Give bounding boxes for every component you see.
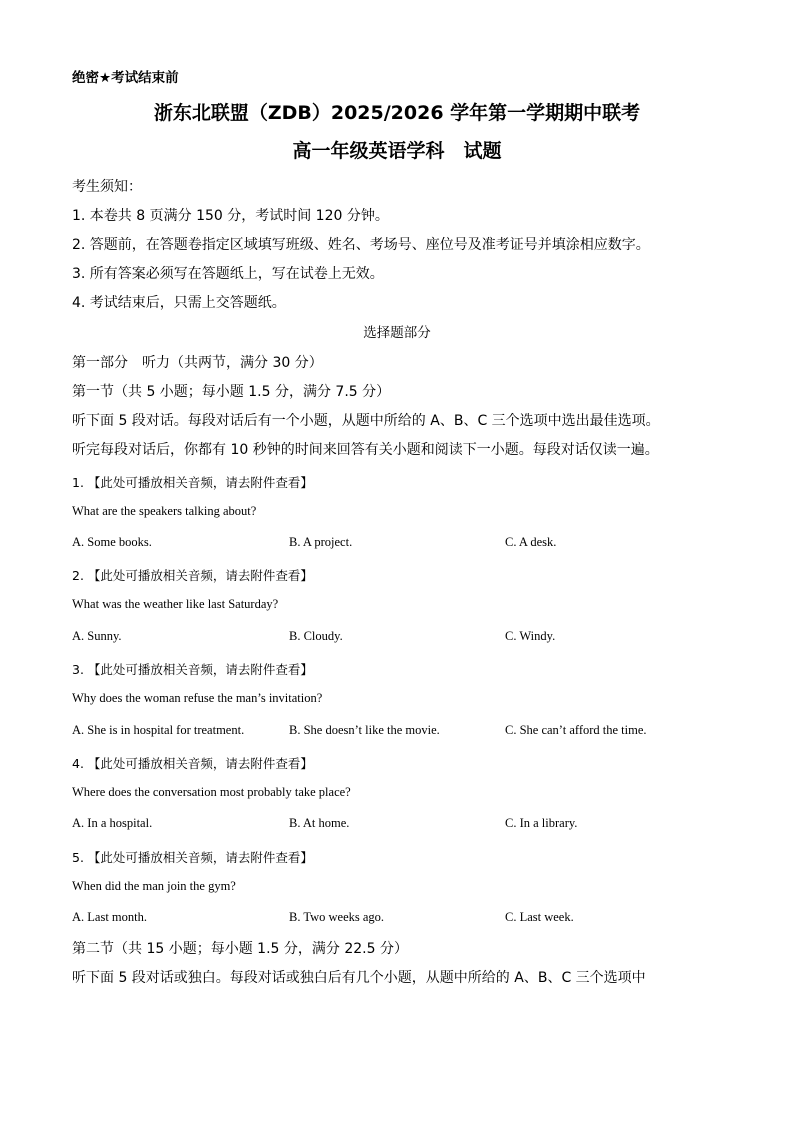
question-1-option-b: B. A project. — [289, 535, 353, 549]
section2-instruction: 听下面 5 段对话或独白。每段对话或独白后有几个小题，从题中所给的 A、B、C 三个选项中 — [72, 970, 646, 986]
question-2-option-c: C. Windy. — [505, 629, 556, 643]
question-1-option-c: C. A desk. — [505, 535, 557, 549]
question-3-option-a: A. She is in hospital for treatment. — [72, 723, 245, 737]
question-1-audio-link[interactable]: 1. 【此处可播放相关音频，请去附件查看】 — [72, 475, 313, 490]
exam-subtitle: 高一年级英语学科 试题 — [292, 140, 502, 162]
exam-title: 浙东北联盟（ZDB）2025/2026 学年第一学期期中联考 — [153, 102, 641, 124]
question-5-audio-link[interactable]: 5. 【此处可播放相关音频，请去附件查看】 — [72, 850, 313, 865]
question-3-audio-link[interactable]: 3. 【此处可播放相关音频，请去附件查看】 — [72, 662, 313, 677]
question-3-option-c: C. She can’t afford the time. — [505, 723, 647, 737]
notice-heading: 考生须知： — [72, 179, 142, 195]
question-1-option-a: A. Some books. — [72, 535, 152, 549]
section1-heading: 第一节（共 5 小题；每小题 1.5 分，满分 7.5 分） — [72, 384, 391, 400]
notice-item: 1. 本卷共 8 页满分 150 分，考试时间 120 分钟。 — [72, 208, 389, 224]
question-5-option-b: B. Two weeks ago. — [289, 910, 385, 924]
question-5-option-a: A. Last month. — [72, 910, 147, 924]
question-5-text: When did the man join the gym? — [72, 879, 236, 893]
question-3-option-b: B. She doesn’t like the movie. — [289, 723, 440, 737]
question-4-option-a: A. In a hospital. — [72, 816, 153, 830]
section1-instruction: 听下面 5 段对话。每段对话后有一个小题，从题中所给的 A、B、C 三个选项中选出最佳选项。 — [72, 413, 660, 429]
notice-item: 2. 答题前，在答题卷指定区域填写班级、姓名、考场号、座位号及准考证号并填涂相应数字。 — [72, 237, 650, 253]
section-label: 选择题部分 — [363, 325, 431, 341]
question-4-text: Where does the conversation most probably take place? — [72, 785, 351, 799]
question-4-audio-link[interactable]: 4. 【此处可播放相关音频，请去附件查看】 — [72, 756, 313, 771]
question-4-option-b: B. At home. — [289, 816, 350, 830]
question-2-option-b: B. Cloudy. — [289, 629, 343, 643]
section2-heading: 第二节（共 15 小题；每小题 1.5 分，满分 22.5 分） — [72, 941, 408, 957]
notice-item: 3. 所有答案必须写在答题纸上，写在试卷上无效。 — [72, 266, 384, 282]
question-2-option-a: A. Sunny. — [72, 629, 122, 643]
question-2-audio-link[interactable]: 2. 【此处可播放相关音频，请去附件查看】 — [72, 568, 313, 583]
question-1-text: What are the speakers talking about? — [72, 504, 257, 518]
secret-mark: 绝密★考试结束前 — [72, 70, 179, 86]
question-3-text: Why does the woman refuse the man’s invitation? — [72, 691, 323, 705]
notice-item: 4. 考试结束后，只需上交答题纸。 — [72, 295, 286, 311]
question-5-option-c: C. Last week. — [505, 910, 574, 924]
part1-heading: 第一部分 听力（共两节，满分 30 分） — [72, 355, 323, 371]
question-2-text: What was the weather like last Saturday? — [72, 597, 279, 611]
question-4-option-c: C. In a library. — [505, 816, 578, 830]
section1-instruction: 听完每段对话后，你都有 10 秒钟的时间来回答有关小题和阅读下一小题。每段对话仅读一遍。 — [72, 442, 659, 458]
